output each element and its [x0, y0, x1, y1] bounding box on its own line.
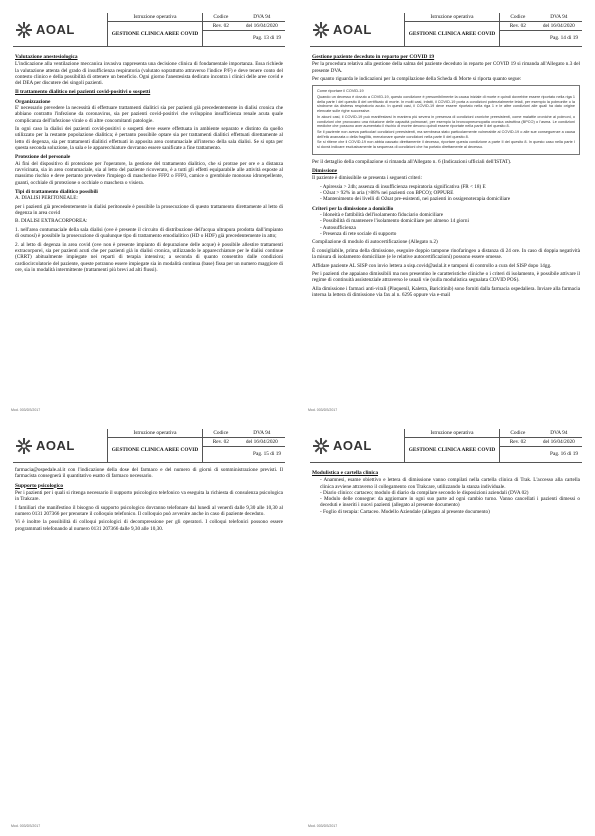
page-body: [312, 51, 580, 301]
list-item: - Diario clinico: cartaceo; modulo di diario da compilare secondo le disposizioni aziendali (DVA 02): [320, 490, 580, 496]
box-paragraph: Come riportare il COVID-19: [317, 89, 364, 94]
paragraph: Per la procedura relativa alla gestione della salma del paziente deceduto in reparto per COVID 19 si rimanda all'Allegato n.3 del presente DVA.: [312, 61, 580, 74]
logo-text: AOAL: [333, 438, 372, 453]
document-page: [302, 5, 590, 415]
code-label: Codice: [203, 13, 239, 22]
list-item: - Apiressia > 24h; assenza di insufficienza respiratoria significativa (FR < 18) E: [320, 184, 580, 190]
code-label: Codice: [203, 429, 239, 438]
paragraph: Ai fini del dispositivo di protezione per l'operatore, la gestione del trattamento dialitico, che si protrae per ore e a distanza ravvicinata, sia in area contumaciale, sia al letto del paziente ricoverato, è a tutti gli effetti equiparabile alle attività esposte al massimo rischio e deve pertanto prevedere l'impiego di mascherine FFP2 o FFP3, camice o grembiule monouso idrorepellente, guanti, occhiale di protezione o occhiale o maschera o visiera.: [15, 160, 283, 186]
section-heading: Gestione paziente deceduto in reparto per COVID 19: [312, 54, 435, 60]
subsection-heading: Protezione del personale: [15, 154, 71, 161]
logo-icon: [15, 437, 33, 455]
page-body: [15, 51, 283, 275]
header-meta-cell: [203, 13, 285, 46]
revision: Rev. 02: [500, 22, 536, 31]
paragraph: Affidare paziente AL SISP con invio lettera a sisp.covid@aslal.it e tamponi di controllo a cura del SISP dopo 14gg.: [312, 262, 552, 269]
section-heading: Modulistica e cartella clinica: [312, 470, 379, 476]
list-item: - Presenza di rete sociale di supporto: [320, 231, 580, 237]
page-footer: Mod. 003/DS/2017: [308, 824, 338, 828]
list-item: - Autosufficienza: [320, 225, 580, 231]
quoted-box: [312, 85, 580, 154]
document-page: [302, 421, 590, 831]
header-title-cell: [404, 13, 500, 46]
header-meta-cell: [203, 429, 285, 462]
paragraph: Alla dimissione i farmaci anti-virali (Plaquenil, Kaletra, Baricitinib) sono forniti dalla farmacia ospedaliera. Inviare alla farmacia interna la lettera di dimissione via fax al n. 6295 oppure via e-mail: [312, 285, 580, 299]
page-footer: Mod. 003/DS/2017: [11, 408, 41, 412]
code-value: DVA 94: [536, 13, 582, 22]
logo-icon: [312, 21, 330, 39]
paragraph: per i pazienti già precedentemente in dialisi peritoneale è possibile la prosecuzione di questo trattamento direttamente al letto di degenza in area covid: [15, 203, 283, 216]
revision: Rev. 02: [203, 22, 239, 31]
paragraph: Per i pazienti che appaiano dimissibili ma non presentino le caratteristiche cliniche o i criteri di isolamento, è possibile attivare il regime di continuità assistenziale attraverso le usuali vie (sulla modulistica segnalata COVID POS).: [312, 271, 580, 284]
logo: [13, 13, 107, 46]
section-heading: Supporto psicologico: [15, 482, 64, 489]
logo-text: AOAL: [36, 22, 75, 37]
list-item: - Modulo delle consegne: da aggiornare in ogni suo parte ad ogni cambio turno. Vanno cancellati i pazienti dimessi o deceduti e inseriti i nuovi pazienti (allegato al presente documento): [320, 496, 580, 509]
code-label: Codice: [500, 13, 536, 22]
header-title-cell: [107, 429, 203, 462]
paragraph: In ogni caso la dialisi dei pazienti covid-positivi o sospetti deve essere effettuata in ambiente separato e distinto da quello utilizzato per la restante popolazione dialitica; è pertanto possibile optare sia per trattamenti dialitici effettuati direttamente al letto di degenza, sia per trattamenti dialitici effettuati in apposita area contumaciale all'interno della sala dialisi. Se si opta per questa seconda soluzione, la sala e le apparecchiature dovranno essere sanificate a fine trattamento.: [15, 126, 283, 152]
paragraph: Compilazione di modulo di autocertificazione (Allegato n.2): [312, 239, 438, 246]
paragraph: farmacia@ospedale.al.it con l'indicazione della dose del farmaco e del numero di giorni di somministrazione previsti. Il farmacista consegnerà il quantitativo esatto di farmaco necessario.: [15, 467, 283, 480]
paragraph: L'indicazione alla ventilazione meccanica invasiva rappresenta una decisione clinica di fondamentale importanza. Essa richiede la valutazione attenta del grado di insufficienza respiratoria (valutato soprattutto attraverso l'indice P/F) e deve tenere conto del contesto clinico e della possibilità di ottenere un beneficio. Ogni giorno l'anestesista dedicato incontra i clinici delle aree covid e del DEA per discutere dei singoli pazienti.: [15, 61, 283, 87]
logo: [310, 429, 404, 462]
revision-date: del 16/04/2020: [536, 438, 582, 447]
logo-icon: [15, 21, 33, 39]
page-number: Pag. 15 di 19: [253, 451, 281, 457]
paragraph: I familiari che manifestino il bisogno di supporto psicologico dovranno telefonare dal lunedì al venerdì dalle 9,30 alle 10,30 al numero 0131 207366 per prenotare il colloquio telefonico. Il colloquio può avvenire anche in caso di paziente deceduto.: [15, 504, 283, 517]
subsection-heading: Organizzazione: [15, 98, 51, 105]
page-body: [312, 467, 580, 517]
paragraph: E' necessario prevedere la necessità di effettuare trattamenti dialitici sia per pazienti già precedentemente in dialisi cronica che abbiano contratto l'infezione da coronavirus, sia per pazienti covid-positivi che sviluppino insufficienza renale acuta quale complicanza dell'infezione virale o di altre concomitanti patologie.: [15, 105, 283, 124]
section-heading: Dimissione: [312, 168, 338, 175]
list-item: - Foglio di terapia: Cartaceo. Modello Aziendale (allegato al presente documento): [320, 509, 580, 515]
box-paragraph: In alcuni casi, il COVID-19 può manifestarsi in maniera più severa in presenza di condizioni croniche preesistenti, come malattie croniche ai polmoni, o condizioni che provocano una riduzione delle capacità polmonari, per esempio la broncopneumopatia cronica ostruttiva (BPCO) o l'asma. Le condizioni mediche che possono aver aumentato il rischio di morire devono quindi essere riportate nella parte II del quesito 8.: [317, 114, 575, 129]
logo-text: AOAL: [36, 438, 75, 453]
section-heading: Il trattamento dialitico nei pazienti covid-positivi o sospetti: [15, 89, 151, 96]
list-item: - Mantenimento dei livelli di O2sat pre-esistenti, nei pazienti in ossigenoterapia domiciliare: [320, 196, 580, 202]
doc-title: GESTIONE CLINICA AREE COVID: [408, 447, 496, 453]
page-footer: Mod. 003/DS/2017: [11, 824, 41, 828]
revision-date: del 16/04/2020: [239, 438, 285, 447]
paragraph: Per i pazienti per i quali si ritenga necessario il supporto psicologico telefonico va eseguita la richiesta di consulenza psicologica in Trakcare.: [15, 489, 283, 503]
paragraph: Per il dettaglio della compilazione si rimanda all'Allegato n. 6 (Indicazioni ufficiali dell'ISTAT).: [312, 158, 512, 165]
page-header: [13, 13, 285, 47]
box-paragraph: Se il paziente non aveva particolari condizioni preesistenti, ma sembrava stato particolarmente vulnerabile al COVID-19 o alle sue conseguenze a causa dell'età avanzata o della fragilità, menzionare queste condizioni nella parte II del quesito 8.: [317, 130, 575, 139]
header-meta-cell: [500, 13, 582, 46]
paragraph: È consigliabile, prima della dimissione, eseguire doppio tampone rinofaringeo a distanza di 24 ore. In caso di doppia negatività la misura di isolamento domiciliare (e le relative autocertificazioni) possono essere omesse.: [312, 247, 580, 261]
paragraph: Il paziente è dimissibile se presenta i seguenti criteri:: [312, 175, 423, 182]
page-footer: Mod. 003/DS/2017: [308, 408, 338, 412]
list-item: - O2sat > 92% in aria (>88% nei pazienti con BPCO); OPPURE: [320, 190, 580, 196]
box-paragraph: Se si ritiene che il COVID-19 non abbia causato direttamente il decesso, riportare questa condizione a parte II del quesito 8. In questo caso nella parte I si dovrà indicare esclusivamente la sequenza di condizioni che ha portato direttamente al decesso.: [317, 140, 575, 150]
paragraph: 2. al letto di degenza in area covid (ove non è presente impianto di depurazione delle acque) è possibile allestire trattamenti extracorporei, sia per pazienti acuti che per pazienti già in dialisi cronica, utilizzando le apparecchiature per le dialisi continue (CRRT) abitualmente impiegate nei reparti di terapia intensiva; a seconda di quanto consentito dalle condizioni cardiocircolatorie del paziente, queste potranno essere impiegate sia in modalità continua (base) fissa per un numero maggiore di ore, sia in modalità intermittente (trattamenti più brevi ad alti flussi).: [15, 241, 283, 273]
box-paragraph: Quando un decesso è dovuto a COVID-19, questo condizione è presumibilmente la causa iniziale di morte e quindi dovrebbe essere riportato nella riga 1 della parte I del quesito 8 del certificato di morte. In molti casi, infatti, il COVID-19 porta a condizioni potenzialmente letali, per esempio la polmonite o la sindrome da distress respiratorio acuto. In questi casi, il COVID-19 deve essere riportato nella riga 1 e le altre condizioni alle quali ha dato origine elencate sulle righe successive.: [317, 95, 575, 114]
revision-date: del 16/04/2020: [239, 22, 285, 31]
doc-type: Istruzione operativa: [108, 429, 202, 438]
code-label: Codice: [500, 429, 536, 438]
header-title-cell: [404, 429, 500, 462]
list-item: - Possibilità di mantenere l'isolamento domiciliare per almeno 14 giorni: [320, 218, 580, 224]
paragraph: Per quanto riguarda le indicazioni per la compilazione della Scheda di Morte si riporta quanto segue:: [312, 76, 522, 83]
subsection-heading: Criteri per la dimissione a domicilio: [312, 205, 394, 212]
page-body: [15, 467, 283, 534]
doc-type: Istruzione operativa: [108, 13, 202, 22]
paragraph: B. DIALISI EXTRACORPOREA:: [15, 218, 88, 225]
header-meta-cell: [500, 429, 582, 462]
bullet-list: [312, 184, 580, 203]
paragraph: Vi è inoltre la possibilità di colloqui psicologici di decompressione per gli operatori. I colloqui telefonici possono essere programmati telefonando al numero 0131 207366 dalle 9,30 alle 10,30.: [15, 519, 283, 532]
logo-text: AOAL: [333, 22, 372, 37]
revision-date: del 16/04/2020: [536, 22, 582, 31]
page-header: [310, 429, 582, 463]
doc-title: GESTIONE CLINICA AREE COVID: [111, 447, 199, 453]
page-header: [13, 429, 285, 463]
code-value: DVA 94: [239, 429, 285, 438]
revision: Rev. 02: [500, 438, 536, 447]
page-number: Pag. 14 di 19: [550, 35, 578, 41]
code-value: DVA 94: [239, 13, 285, 22]
paragraph: A. DIALISI PERITONEALE:: [15, 195, 78, 202]
page-number: Pag. 16 di 19: [550, 451, 578, 457]
code-value: DVA 94: [536, 429, 582, 438]
header-title-cell: [107, 13, 203, 46]
doc-title: GESTIONE CLINICA AREE COVID: [408, 31, 496, 37]
bullet-list: [312, 477, 580, 515]
section-heading: Valutazione anestesiologica: [15, 54, 78, 60]
list-item: - Idoneità e fattibilità dell'isolamento fiduciario domiciliare: [320, 212, 580, 218]
paragraph: 1. nell'area contumaciale della sala dialisi (ove è presente il circuito di distribuzione dell'acqua ultrapura prodotta dall'impianto di osmosi) è possibile la prosecuzione di qualunque tipo di trattamento emodialitico (HD o HDF) già precedentemente in atto;: [15, 226, 283, 240]
list-item: - Anamnesi, esame obiettivo e lettera di dimissione vanno compilati nella cartella clinica di Trak. L'accesso alla cartella clinica avviene attraverso il collegamento con Trakcare, utilizzando la stanza individuale.: [320, 477, 580, 490]
doc-type: Istruzione operativa: [405, 429, 499, 438]
document-page: [5, 421, 293, 831]
logo: [13, 429, 107, 462]
subsection-heading: Tipi di trattamento dialitico possibili: [15, 188, 98, 195]
logo: [310, 13, 404, 46]
logo-icon: [312, 437, 330, 455]
doc-type: Istruzione operativa: [405, 13, 499, 22]
revision: Rev. 02: [203, 438, 239, 447]
bullet-list: [312, 212, 580, 237]
page-header: [310, 13, 582, 47]
document-page: [5, 5, 293, 415]
page-number: Pag. 13 di 19: [253, 35, 281, 41]
doc-title: GESTIONE CLINICA AREE COVID: [111, 31, 199, 37]
